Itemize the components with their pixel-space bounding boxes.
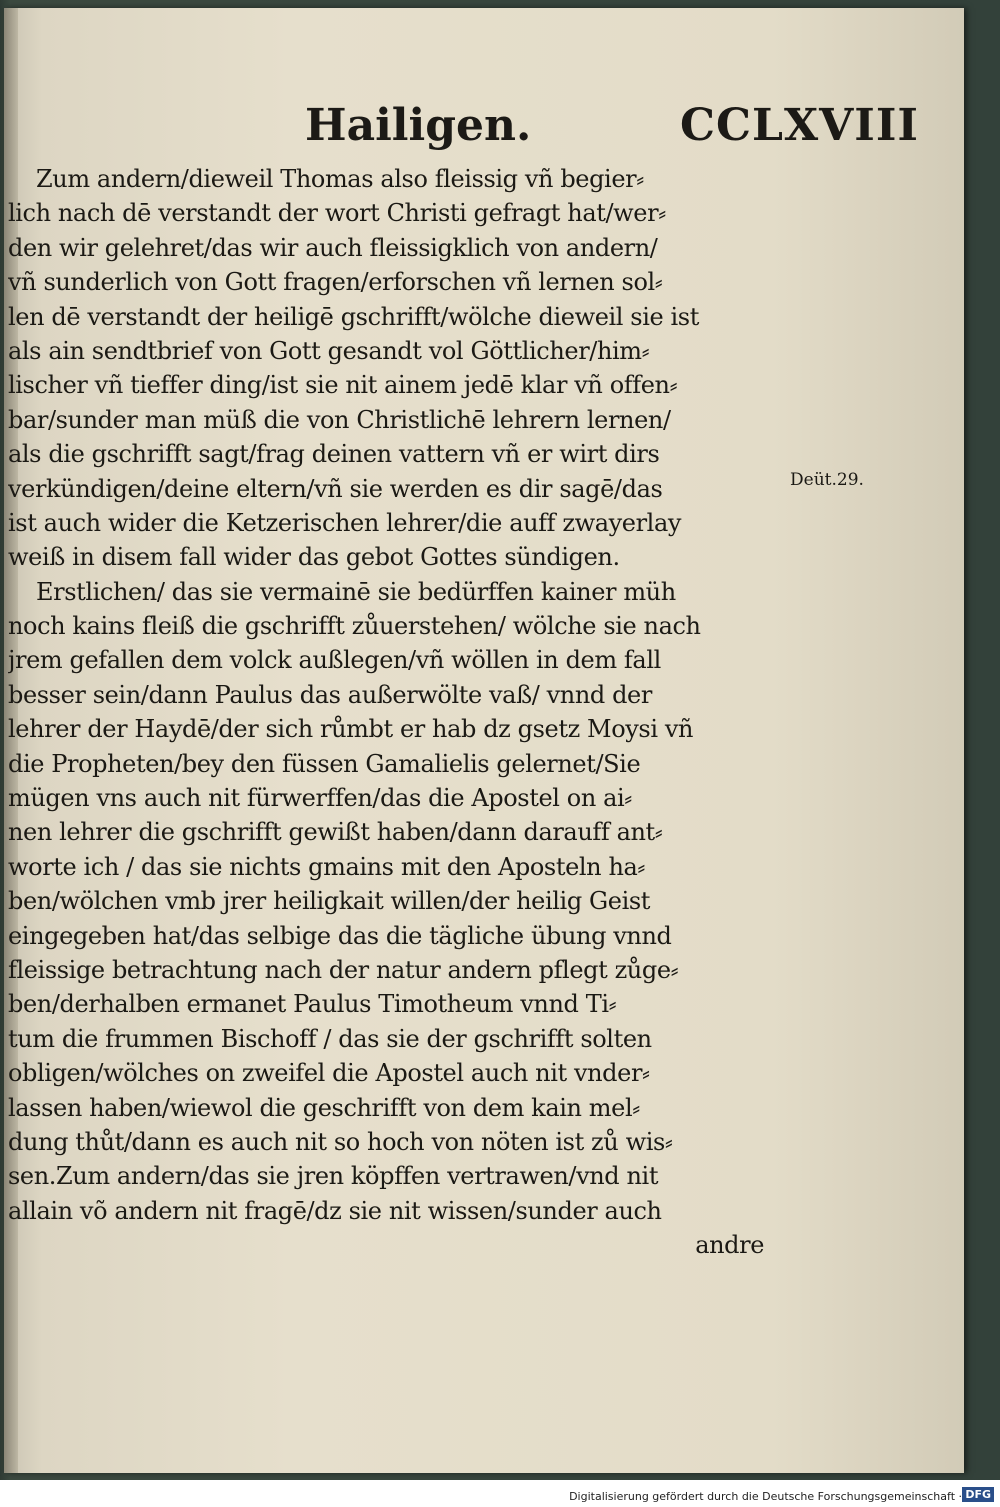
text-line: lehrer der Haydē/der sich růmbt er hab dz gsetz Moysi vñ xyxy=(8,715,694,744)
text-line: den wir gelehret/das wir auch fleissigklich von andern/ xyxy=(8,233,658,262)
text-line: eingegeben hat/das selbige das die tägliche übung vnnd xyxy=(8,921,672,950)
text-line: weiß in disem fall wider das gebot Gottes sündigen. xyxy=(8,543,620,572)
running-head: Hailigen. xyxy=(305,100,532,151)
text-line: vñ sunderlich von Gott fragen/erforschen vñ lernen sol⸗ xyxy=(8,268,663,297)
body-text xyxy=(8,162,786,1263)
text-line: besser sein/dann Paulus das außerwölte vaß/ vnnd der xyxy=(8,680,652,709)
marginal-note: Deüt.29. xyxy=(790,470,864,490)
text-line: ben/derhalben ermanet Paulus Timotheum vnnd Ti⸗ xyxy=(8,990,617,1019)
text-line: lich nach dē verstandt der wort Christi gefragt hat/wer⸗ xyxy=(8,199,666,228)
text-line: Erstlichen/ das sie vermainē sie bedürffen kainer müh xyxy=(36,577,676,606)
text-line: nen lehrer die gschrifft gewißt haben/dann darauff ant⸗ xyxy=(8,818,663,847)
text-line: fleissige betrachtung nach der natur andern pflegt zůge⸗ xyxy=(8,955,679,984)
text-line: Zum andern/dieweil Thomas also fleissig vñ begier⸗ xyxy=(36,165,644,193)
text-line: als ain sendtbrief von Gott gesandt vol Göttlicher/him⸗ xyxy=(8,336,650,365)
text-line: jrem gefallen dem volck außlegen/vñ wöllen in dem fall xyxy=(8,646,661,675)
text-line: lassen haben/wiewol die geschrifft von dem kain mel⸗ xyxy=(8,1093,640,1122)
folio-number: CCLXVIII xyxy=(680,100,919,151)
dfg-logo: DFG xyxy=(962,1487,994,1502)
text-line: worte ich / das sie nichts gmains mit den Aposteln ha⸗ xyxy=(8,852,646,881)
text-line: bar/sunder man müß die von Christlichē lehrern lernen/ xyxy=(8,405,671,434)
text-line: mügen vns auch nit fürwerffen/das die Apostel on ai⸗ xyxy=(8,784,632,813)
text-line: noch kains fleiß die gschrifft zůuerstehen/ wölche sie nach xyxy=(8,612,701,641)
footer-credit: Digitalisierung gefördert durch die Deutsche Forschungsgemeinschaft · xyxy=(569,1490,962,1503)
text-line: sen.Zum andern/das sie jren köpffen vertrawen/vnd nit xyxy=(8,1162,659,1191)
text-line: lischer vñ tieffer ding/ist sie nit ainem jedē klar vñ offen⸗ xyxy=(8,371,678,400)
text-line: allain võ andern nit fragē/dz sie nit wissen/sunder auch xyxy=(8,1196,662,1225)
text-line: tum die frummen Bischoff / das sie der gschrifft solten xyxy=(8,1024,652,1053)
catchword: andre xyxy=(695,1231,764,1260)
text-line: dung thůt/dann es auch nit so hoch von nöten ist zů wis⸗ xyxy=(8,1127,673,1156)
text-line: verkündigen/deine eltern/vñ sie werden es dir sagē/das xyxy=(8,474,663,503)
text-line: ist auch wider die Ketzerischen lehrer/die auff zwayerlay xyxy=(8,508,682,537)
text-line: als die gschrifft sagt/frag deinen vattern vñ er wirt dirs xyxy=(8,440,660,469)
text-line: obligen/wölches on zweifel die Apostel auch nit vnder⸗ xyxy=(8,1059,650,1088)
text-line: die Propheten/bey den füssen Gamalielis gelernet/Sie xyxy=(8,749,641,778)
text-line: ben/wölchen vmb jrer heiligkait willen/der heilig Geist xyxy=(8,887,651,916)
text-line: len dē verstandt der heiligē gschrifft/wölche dieweil sie ist xyxy=(8,302,699,331)
